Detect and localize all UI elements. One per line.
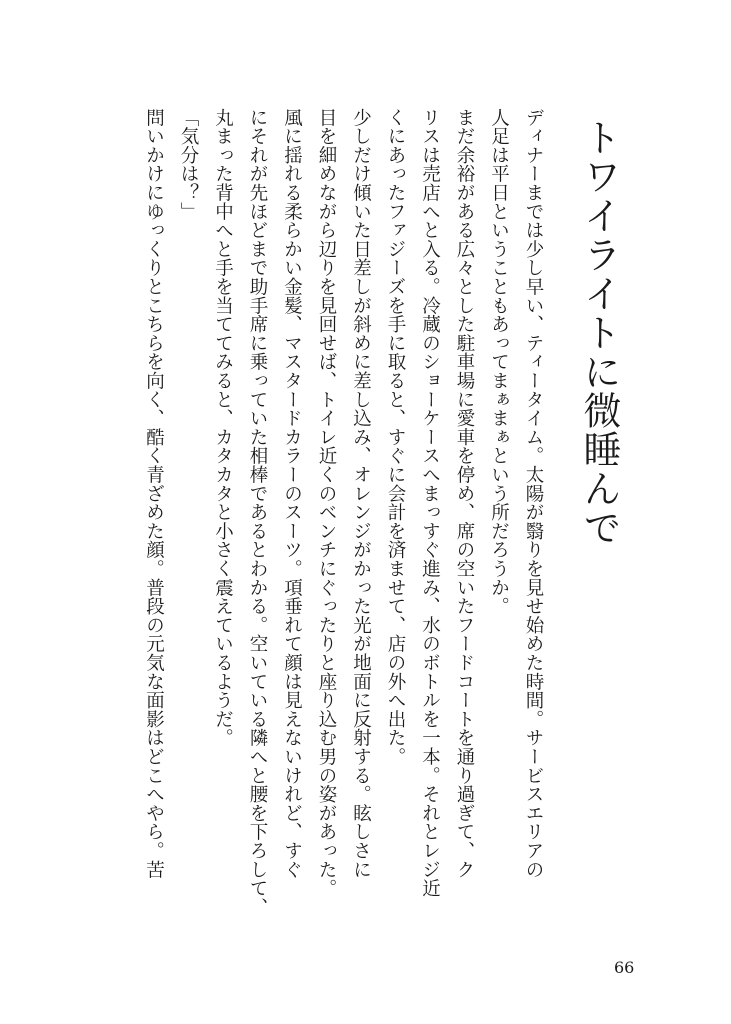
text-line: 少しだけ傾いた日差しが斜めに差し込み、オレンジがかった光が地面に反射する。眩しさに xyxy=(350,108,372,879)
chapter-title: トワイライトに微睡んで xyxy=(577,118,621,547)
text-line: にそれが先ほどまで助手席に乗っていた相棒であるとわかる。空いている隣へと腰を下ろして、 xyxy=(247,108,268,917)
text-line: 人足は平日ということもあってまぁまぁという所だろうか。 xyxy=(488,108,510,616)
text-line: まだ余裕がある広々とした駐車場に愛車を停め、席の空いたフードコートを通り過ぎて、ク xyxy=(454,108,475,879)
body-text xyxy=(143,108,550,953)
text-line: ディナーまでは少し早い、ティータイム。太陽が翳りを見せ始めた時間。サービスエリアの xyxy=(523,108,544,879)
text-line: 目を細めながら辺りを見回せば、トイレ近くのベンチにぐったりと座り込む男の姿があった。 xyxy=(316,108,337,898)
page-number: 66 xyxy=(614,958,635,977)
text-line: くにあったファジーズを手に取ると、すぐに会計を済ませて、店の外へ出た。 xyxy=(385,108,406,766)
text-line: 丸まった背中へと手を当ててみると、カタカタと小さく震えているようだ。 xyxy=(212,108,234,748)
text-line: 「気分は？」 xyxy=(178,108,199,221)
text-line: 風に揺れる柔らかい金髪、マスタードカラーのスーツ。項垂れて顔は見えないけれど、すぐ xyxy=(281,108,303,879)
text-line: 問いかけにゆっくりとこちらを向く、酷く青ざめた顔。普段の元気な面影はどこへやら。苦 xyxy=(143,108,165,879)
text-line: リスは売店へと入る。冷蔵のショーケースへまっすぐ進み、水のボトルを一本。それとレジ近 xyxy=(419,108,441,898)
